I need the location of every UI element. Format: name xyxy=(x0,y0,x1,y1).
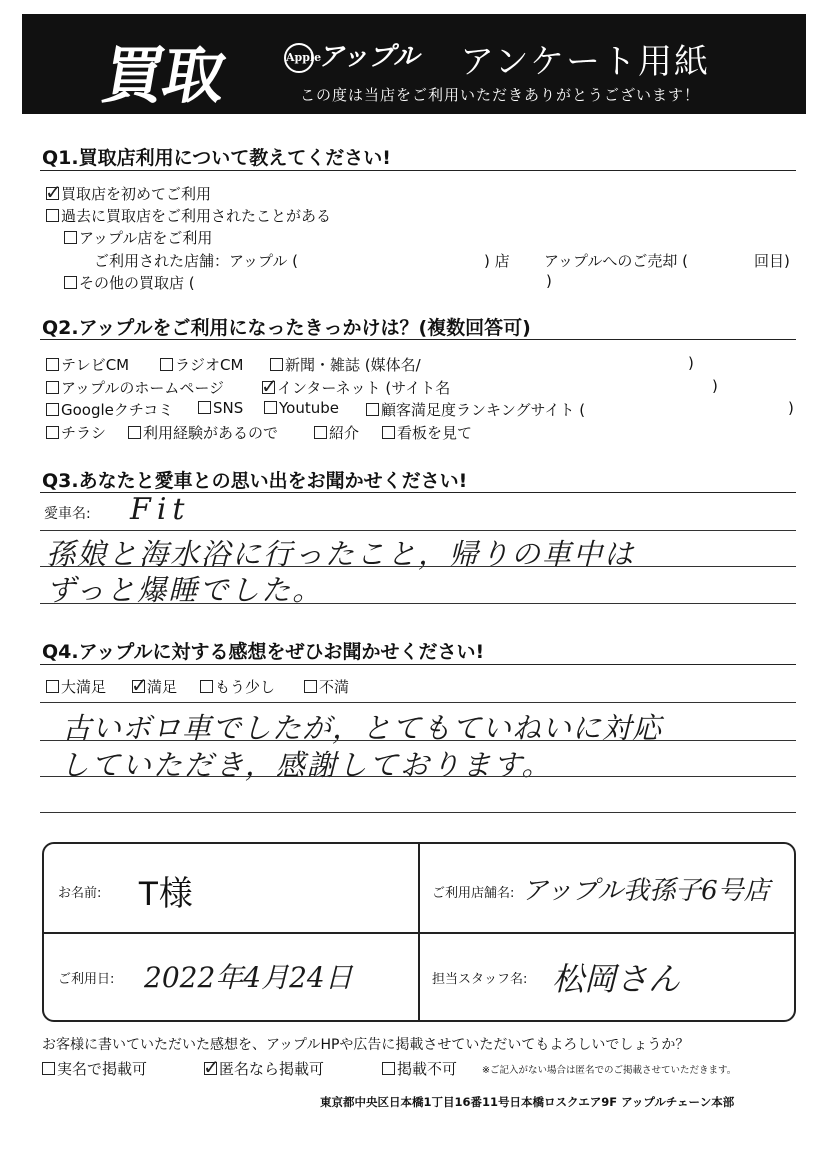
q2-radio-label: ラジオCM xyxy=(175,356,244,374)
q2-signboard-label: 看板を見て xyxy=(397,424,473,442)
q3-heading: Q3.あなたと愛車との思い出をお聞かせください! xyxy=(42,470,468,492)
q2-tv-checkbox[interactable] xyxy=(46,358,59,371)
q2-tv-label: テレビCM xyxy=(61,356,130,374)
q4-very-satisfied-checkbox[interactable] xyxy=(46,680,59,693)
q2-google-label: Googleクチコミ xyxy=(61,401,174,419)
q2-sns-label: SNS xyxy=(213,399,244,417)
q1-first-time-option[interactable] xyxy=(45,180,212,204)
q2-radio-option[interactable] xyxy=(160,354,243,375)
q2-signboard-checkbox[interactable] xyxy=(382,426,395,439)
q2-flyer-option[interactable] xyxy=(46,422,106,443)
q2-heading: Q2.アップルをご利用になったきっかけは？(複数回答可) xyxy=(42,317,531,339)
check-mark-icon: ✓ xyxy=(261,374,278,398)
q2-youtube-option[interactable] xyxy=(264,399,339,417)
q2-google-option[interactable] xyxy=(46,399,173,420)
q1-apple-store-option[interactable] xyxy=(64,227,212,248)
q4-a-little-more-checkbox[interactable] xyxy=(200,680,213,693)
header-subtitle: この度は当店をご利用いただきありがとうございます！ xyxy=(300,86,701,104)
q2-internet-checkbox[interactable] xyxy=(261,374,278,398)
q1-sold-count-label: アップルへのご売却 ( xyxy=(544,252,688,270)
q4-very-satisfied-label: 大満足 xyxy=(61,678,107,696)
q2-internet-option[interactable] xyxy=(261,374,451,398)
q2-experience-option[interactable] xyxy=(128,422,278,443)
q4-rule xyxy=(40,664,796,665)
footer-address: 東京都中央区日本橋1丁目16番11号日本橋ロスクエア9F アップルチェーン本部 xyxy=(320,1095,735,1109)
q2-rule xyxy=(40,339,796,340)
q2-referral-option[interactable] xyxy=(314,422,359,443)
staff-label: 担当スタッフ名: xyxy=(432,972,528,987)
q3-car-label: 愛車名: xyxy=(44,506,91,522)
consent-anonymous-label: 匿名なら掲載可 xyxy=(219,1060,325,1078)
q4-a-little-more-option[interactable] xyxy=(200,676,275,697)
q2-referral-label: 紹介 xyxy=(329,424,360,442)
q1-heading: Q1.買取店利用について教えてください! xyxy=(42,147,391,169)
q2-experience-label: 利用経験があるので xyxy=(143,424,279,442)
q2-sns-checkbox[interactable] xyxy=(198,401,211,414)
name-label: お名前: xyxy=(58,886,102,901)
q2-ranking-option[interactable] xyxy=(366,399,585,420)
q4-satisfied-option[interactable] xyxy=(131,673,178,697)
apple-logo xyxy=(284,36,419,73)
consent-anonymous-checkbox[interactable] xyxy=(203,1055,220,1079)
consent-real-name-option[interactable] xyxy=(42,1058,147,1079)
q4-dissatisfied-checkbox[interactable] xyxy=(304,680,317,693)
store-value[interactable]: アップル我孫子6号店 xyxy=(522,876,770,906)
q2-flyer-label: チラシ xyxy=(61,424,107,442)
consent-note: ※ご記入がない場合は匿名でのご掲載させていただきます。 xyxy=(482,1065,737,1076)
q2-youtube-checkbox[interactable] xyxy=(264,401,277,414)
q4-line-2 xyxy=(40,740,796,741)
q2-newspaper-option[interactable] xyxy=(270,354,421,375)
date-label: ご利用日: xyxy=(58,972,115,987)
q2-tv-option[interactable] xyxy=(46,354,129,375)
q1-store-suffix: ) 店 xyxy=(484,252,510,270)
q2-homepage-label: アップルのホームページ xyxy=(61,379,225,397)
q3-line-2 xyxy=(40,566,796,567)
consent-real-name-label: 実名で掲載可 xyxy=(57,1060,148,1078)
consent-anonymous-option[interactable] xyxy=(203,1055,325,1079)
survey-title: アンケート用紙 xyxy=(460,42,710,82)
staff-value[interactable]: 松岡さん xyxy=(552,960,681,998)
q1-used-before-checkbox[interactable] xyxy=(46,209,59,222)
check-mark-icon: ✓ xyxy=(203,1055,220,1079)
q2-experience-checkbox[interactable] xyxy=(128,426,141,439)
q4-line-1 xyxy=(40,702,796,703)
q4-very-satisfied-option[interactable] xyxy=(46,676,106,697)
q2-newspaper-close: ) xyxy=(688,354,694,372)
q1-sold-count-suffix: 回目) xyxy=(754,252,790,270)
consent-real-name-checkbox[interactable] xyxy=(42,1062,55,1075)
consent-not-allowed-label: 掲載不可 xyxy=(397,1060,458,1078)
q1-store-name-label: ご利用された店舗：アップル ( xyxy=(94,252,298,270)
name-value[interactable]: T様 xyxy=(138,875,193,913)
q2-ranking-close: ) xyxy=(788,399,794,417)
q2-homepage-option[interactable] xyxy=(46,377,224,398)
check-mark-icon: ✓ xyxy=(131,673,148,697)
q1-other-store-checkbox[interactable] xyxy=(64,276,77,289)
q3-car-name[interactable]: Fit xyxy=(130,492,191,527)
q4-comment-line-1[interactable]: 古いボロ車でしたが，とてもていねいに対応 xyxy=(62,711,663,745)
customer-info-box xyxy=(42,842,796,1022)
q2-internet-close: ) xyxy=(712,377,718,395)
q2-radio-checkbox[interactable] xyxy=(160,358,173,371)
store-label: ご利用店舗名: xyxy=(432,886,515,901)
q1-other-store-option[interactable] xyxy=(64,272,195,293)
q2-internet-label: インターネット (サイト名 xyxy=(277,379,451,397)
q2-youtube-label: Youtube xyxy=(279,399,339,417)
q4-line-4 xyxy=(40,812,796,813)
q4-dissatisfied-label: 不満 xyxy=(319,678,350,696)
q2-newspaper-label: 新聞・雑誌 (媒体名/ xyxy=(285,356,421,374)
q2-sns-option[interactable] xyxy=(198,399,243,417)
q3-line-1 xyxy=(40,530,796,531)
q1-used-before-option[interactable] xyxy=(46,205,331,226)
q3-memory-line-1[interactable]: 孫娘と海水浴に行ったこと，帰りの車中は xyxy=(46,537,636,571)
info-divider-vertical xyxy=(418,844,420,1020)
q1-apple-store-label: アップル店をご利用 xyxy=(79,229,213,247)
q4-a-little-more-label: もう少し xyxy=(215,678,276,696)
check-mark-icon: ✓ xyxy=(45,180,62,204)
q2-signboard-option[interactable] xyxy=(382,422,472,443)
q1-rule xyxy=(40,170,796,171)
date-value[interactable]: 2022年4月24日 xyxy=(144,961,353,994)
q4-comment-line-2[interactable]: していただき，感謝しております。 xyxy=(60,748,553,782)
q3-memory-line-2[interactable]: ずっと爆睡でした。 xyxy=(46,573,324,607)
q2-ranking-label: 顧客満足度ランキングサイト ( xyxy=(381,401,586,419)
kaitori-title: 買取 xyxy=(96,39,230,112)
q1-other-close: ) xyxy=(546,272,552,290)
consent-not-allowed-option[interactable] xyxy=(382,1058,457,1079)
consent-question: お客様に書いていただいた感想を、アップルHPや広告に掲載させていただいてもよろしいでしょうか？ xyxy=(42,1037,690,1053)
q4-satisfied-label: 満足 xyxy=(147,678,178,696)
q2-ranking-checkbox[interactable] xyxy=(366,403,379,416)
q1-first-time-checkbox[interactable] xyxy=(45,180,62,204)
q4-satisfied-checkbox[interactable] xyxy=(131,673,148,697)
q2-homepage-checkbox[interactable] xyxy=(46,381,59,394)
q1-other-store-label: その他の買取店 ( xyxy=(79,274,195,292)
q3-line-3 xyxy=(40,603,796,604)
apple-logo-mark: Apple xyxy=(284,43,314,73)
q4-heading: Q4.アップルに対する感想をぜひお聞かせください! xyxy=(42,641,485,663)
brand-name: アップル xyxy=(318,42,420,72)
consent-not-allowed-checkbox[interactable] xyxy=(382,1062,395,1075)
q4-line-3 xyxy=(40,776,796,777)
header-banner xyxy=(22,14,806,114)
q2-google-checkbox[interactable] xyxy=(46,403,59,416)
q2-flyer-checkbox[interactable] xyxy=(46,426,59,439)
q4-dissatisfied-option[interactable] xyxy=(304,676,349,697)
q1-first-time-label: 買取店を初めてご利用 xyxy=(61,185,212,203)
q2-referral-checkbox[interactable] xyxy=(314,426,327,439)
q1-apple-store-checkbox[interactable] xyxy=(64,231,77,244)
q1-used-before-label: 過去に買取店をご利用されたことがある xyxy=(61,207,332,225)
q2-newspaper-checkbox[interactable] xyxy=(270,358,283,371)
